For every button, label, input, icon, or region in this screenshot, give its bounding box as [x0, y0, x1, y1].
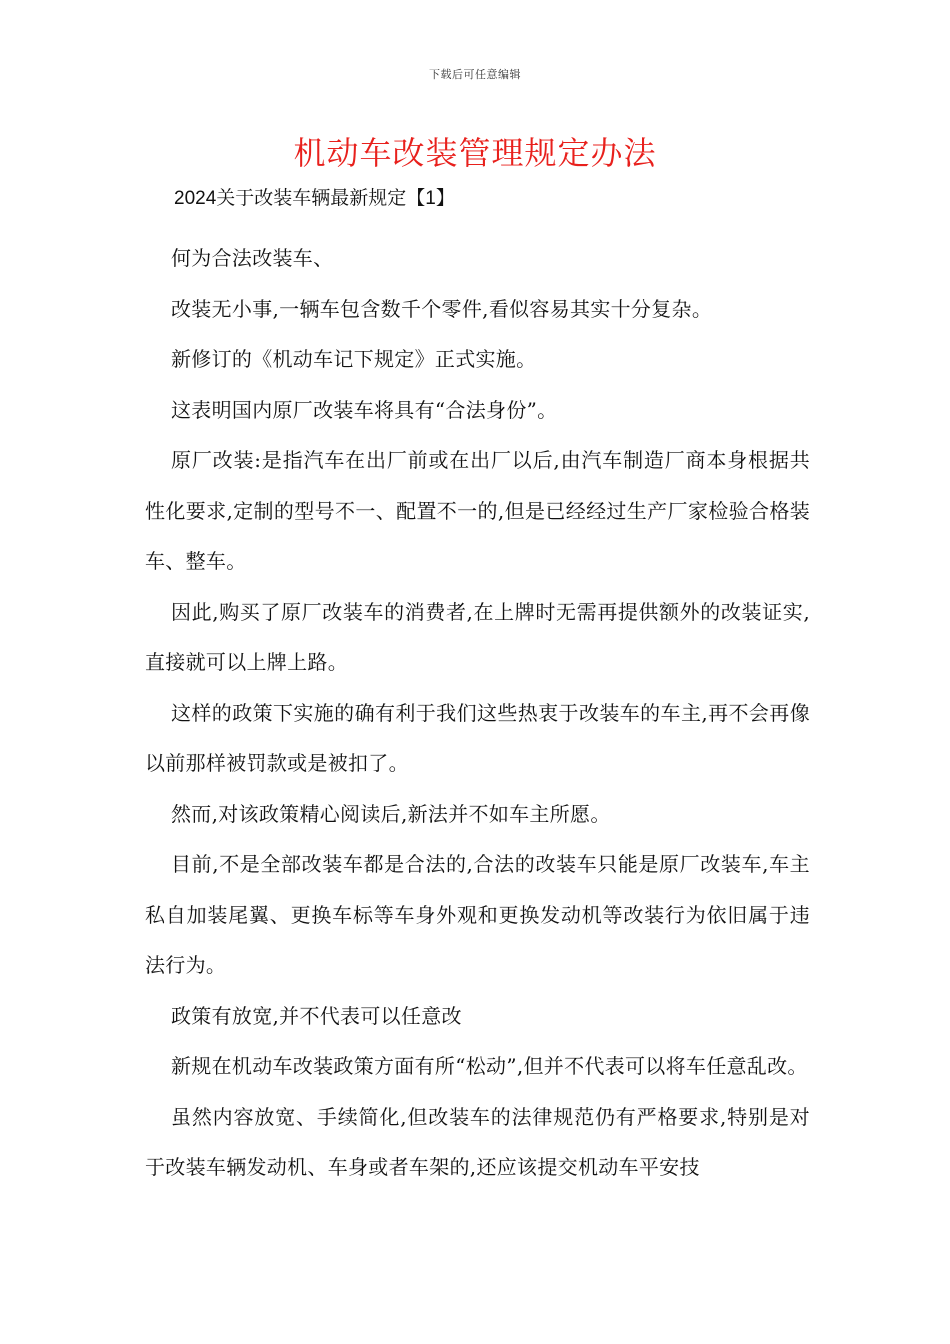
paragraph: 改装无小事,一辆车包含数千个零件,看似容易其实十分复杂。 — [171, 296, 713, 321]
paragraph: 何为合法改装车、 — [171, 246, 334, 270]
paragraph: 新规在机动车改装政策方面有所“松动”,但并不代表可以将车任意乱改。 — [171, 1054, 808, 1078]
document-body — [145, 233, 810, 1193]
paragraph: 目前,不是全部改装车都是合法的,合法的改装车只能是原厂改装车,车主私自加装尾翼、更换车标等车身外观和更换发动机等改装行为依旧属于违法行为。 — [145, 852, 810, 977]
document-title: 机动车改装管理规定办法 — [293, 134, 657, 172]
page-header-note: 下载后可任意编辑 — [429, 68, 521, 81]
paragraph: 这表明国内原厂改装车将具有“合法身份”。 — [171, 397, 558, 422]
paragraph: 因此,购买了原厂改装车的消费者,在上牌时无需再提供额外的改装证实,直接就可以上牌上路。 — [145, 599, 810, 674]
paragraph: 虽然内容放宽、手续简化,但改装车的法律规范仍有严格要求,特别是对于改装车辆发动机、车身或者车架的,还应该提交机动车平安技 — [145, 1104, 810, 1179]
document-subtitle: 2024关于改装车辆最新规定【1】 — [174, 188, 455, 209]
paragraph: 原厂改装:是指汽车在出厂前或在出厂以后,由汽车制造厂商本身根据共性化要求,定制的型号不一、配置不一的,但是已经经过生产厂家检验合格装车、整车。 — [145, 448, 810, 573]
section-heading: 政策有放宽,并不代表可以任意改 — [171, 1003, 462, 1028]
paragraph: 然而,对该政策精心阅读后,新法并不如车主所愿。 — [171, 801, 611, 826]
paragraph: 新修订的《机动车记下规定》正式实施。 — [171, 347, 537, 371]
paragraph: 这样的政策下实施的确有利于我们这些热衷于改装车的车主,再不会再像以前那样被罚款或是被扣了。 — [145, 700, 810, 775]
